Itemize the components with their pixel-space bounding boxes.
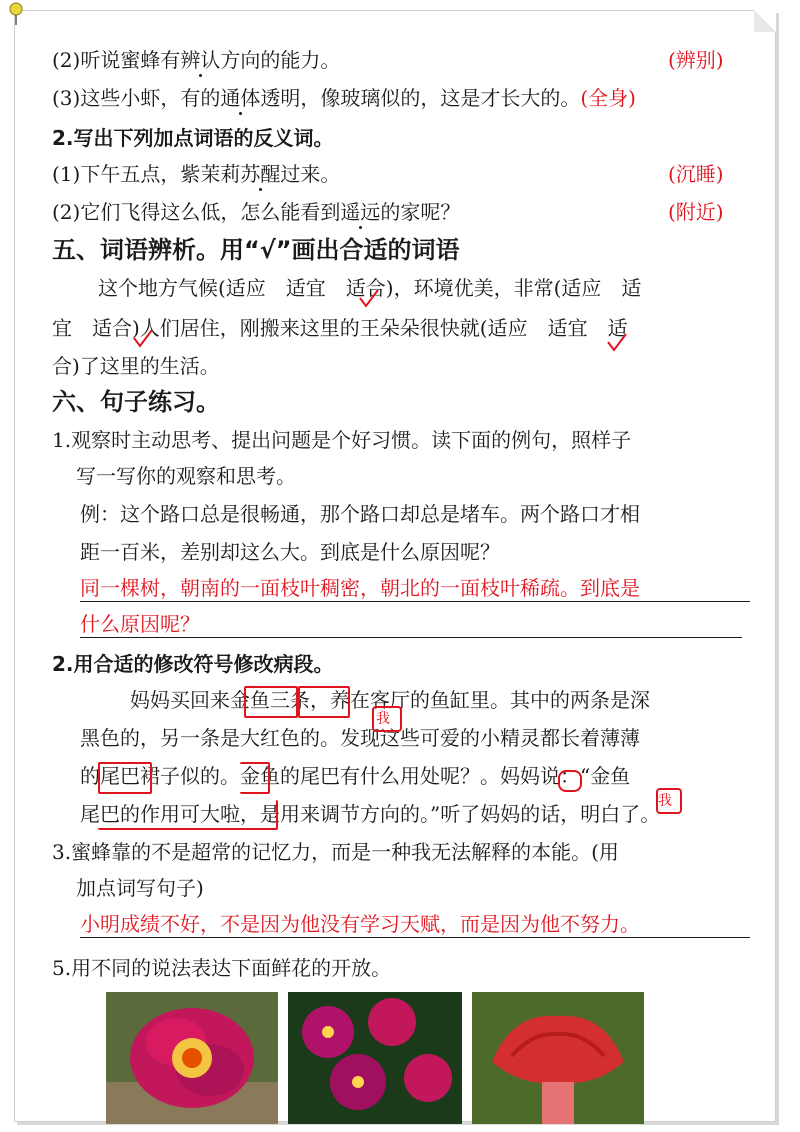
antonym-question-title: 2.写出下列加点词语的反义词。 xyxy=(52,126,334,150)
q5-title: 5.用不同的说法表达下面鲜花的开放。 xyxy=(52,956,392,980)
q1-answer-2: 什么原因呢？ xyxy=(80,612,200,636)
section5-line-3: 合)了这里的生活。 xyxy=(52,354,220,378)
q3-line-1: 3.蜜蜂靠的不是超常的记忆力，而是一种我无法解释的本能。(用 xyxy=(52,840,619,864)
q2b-line-2: 黑色的，另一条是大红色的。发现这些可爱的小精灵都长着薄薄 xyxy=(80,726,640,750)
q1-example-1: 例：这个路口总是很畅通，那个路口却总是堵车。两个路口才相 xyxy=(80,502,640,526)
correction-box xyxy=(98,762,152,794)
correction-box xyxy=(298,686,350,718)
antonym-item-2: (2)它们飞得这么低，怎么能看到遥远的家呢？ xyxy=(52,200,461,224)
q1-example-2: 距一百米，差别却这么大。到底是什么原因呢？ xyxy=(80,540,500,564)
answer-underline xyxy=(80,637,742,638)
q1-line-2: 写一写你的观察和思考。 xyxy=(76,464,296,488)
section6-title: 六、句子练习。 xyxy=(52,388,220,416)
answer-underline xyxy=(80,937,750,938)
q2b-line-3: 的尾巴裙子似的。金鱼的尾巴有什么用处呢？。妈妈说：“金鱼 xyxy=(80,764,631,788)
correction-box xyxy=(98,800,278,830)
q1-line-1: 1.观察时主动思考、提出问题是个好习惯。读下面的例句，照样子 xyxy=(52,428,632,452)
checkmark-icon xyxy=(606,332,628,354)
vocab-answer-2: (辨别) xyxy=(668,48,724,72)
page-corner-fold xyxy=(754,10,776,32)
orchid-flower-photo xyxy=(288,992,462,1124)
antonym-answer-1: (沉睡) xyxy=(668,162,724,186)
cockscomb-flower-photo xyxy=(472,992,644,1124)
correction-insert-text: 我 xyxy=(658,793,672,809)
vocab-item-2: (2)听说蜜蜂有辨认方向的能力。 xyxy=(52,48,341,72)
q3-line-2: 加点词写句子) xyxy=(76,876,204,900)
pushpin-icon xyxy=(6,2,26,26)
correction-box xyxy=(244,686,298,718)
correction-insert-text: 我 xyxy=(376,711,390,727)
vocab-item-3: (3)这些小虾，有的通体透明，像玻璃似的，这是才长大的。(全身) xyxy=(52,86,636,110)
peony-flower-photo xyxy=(106,992,278,1124)
section5-line-2: 宜 适合)人们居住，刚搬来这里的王朵朵很快就(适应 适宜 适 xyxy=(52,316,628,340)
section5-line-1: 这个地方气候(适应 适宜 适合)，环境优美，非常(适应 适 xyxy=(98,276,642,300)
section5-title: 五、词语辨析。用“√”画出合适的词语 xyxy=(52,236,460,264)
correction-box xyxy=(240,762,270,794)
antonym-item-1: (1)下午五点，紫茉莉苏醒过来。 xyxy=(52,162,341,186)
q3-answer: 小明成绩不好，不是因为他没有学习天赋，而是因为他不努力。 xyxy=(80,912,640,936)
q2b-line-1: 妈妈买回来金鱼三条，养在客厅的鱼缸里。其中的两条是深 xyxy=(130,688,650,712)
q1-answer-1: 同一棵树，朝南的一面枝叶稠密，朝北的一面枝叶稀疏。到底是 xyxy=(80,576,640,600)
answer-underline xyxy=(80,601,750,602)
checkmark-icon xyxy=(358,288,380,310)
antonym-answer-2: (附近) xyxy=(668,200,724,224)
checkmark-icon xyxy=(132,328,154,350)
q2b-title: 2.用合适的修改符号修改病段。 xyxy=(52,652,334,676)
correction-circle xyxy=(558,770,582,792)
q2b-line-4: 尾巴的作用可大啦，是用来调节方向的。”听了妈妈的话，明白了。 xyxy=(80,802,661,826)
